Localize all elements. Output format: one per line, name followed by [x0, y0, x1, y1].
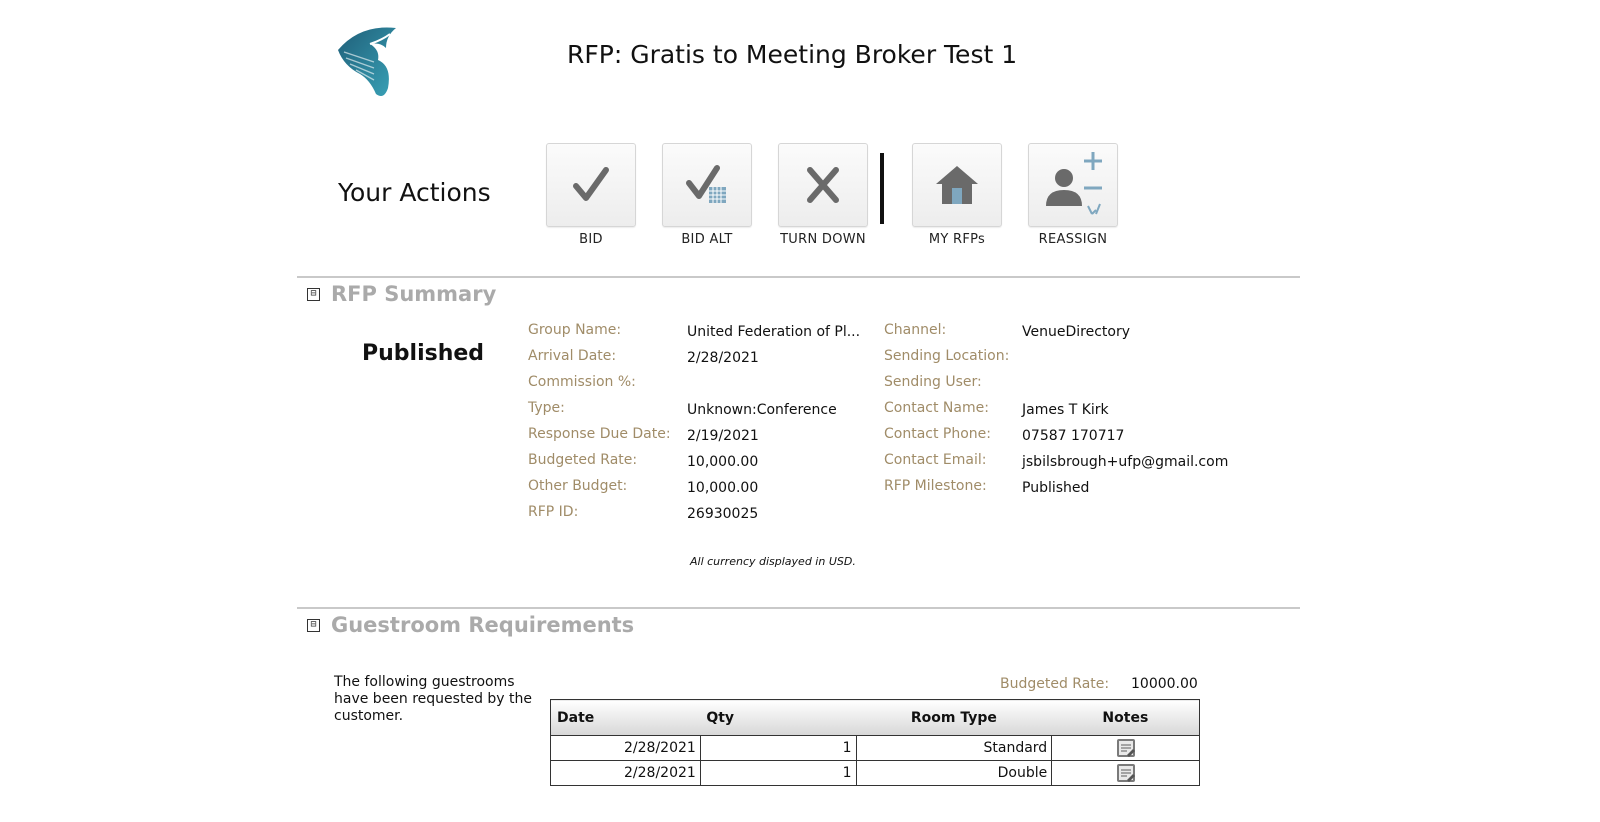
cell-date: 2/28/2021 [551, 761, 701, 786]
guestrooms-budget-value: 10000.00 [1131, 676, 1198, 692]
cell-date: 2/28/2021 [551, 736, 701, 761]
turn-down-action[interactable] [777, 143, 869, 247]
bid-alt-label[interactable]: BID ALT [681, 232, 733, 247]
field-label-channel: Channel: [884, 322, 947, 338]
rfp-status: Published [362, 341, 485, 366]
field-value-rfp-id: 26930025 [687, 506, 759, 522]
cell-qty: 1 [700, 761, 856, 786]
reassign-action[interactable] [1027, 143, 1119, 247]
cell-room-type: Standard [856, 736, 1052, 761]
field-value-budgeted-rate: 10,000.00 [687, 454, 759, 470]
bid-button[interactable] [546, 143, 636, 227]
currency-note: All currency displayed in USD. [690, 555, 856, 568]
field-value-channel: VenueDirectory [1022, 324, 1130, 340]
my-rfps-label[interactable]: MY RFPs [928, 232, 986, 247]
field-value-contact-email: jsbilsbrough+ufp@gmail.com [1022, 454, 1229, 470]
cell-notes [1052, 761, 1200, 786]
bid-alt-button[interactable] [662, 143, 752, 227]
field-label-contact-phone: Contact Phone: [884, 426, 992, 442]
field-label-type: Type: [528, 400, 565, 416]
guestrooms-description: The following guestrooms have been requested by the customer. [334, 674, 533, 724]
field-label-contact-email: Contact Email: [884, 452, 987, 468]
guestrooms-section-title: Guestroom Requirements [331, 613, 635, 637]
summary-divider [297, 276, 1300, 278]
actions-heading: Your Actions [338, 178, 491, 207]
column-header-notes: Notes [1052, 700, 1200, 736]
cell-notes [1052, 736, 1200, 761]
field-label-sending-user: Sending User: [884, 374, 982, 390]
x-icon [803, 165, 843, 205]
my-rfps-action[interactable] [911, 143, 1003, 247]
table-row [551, 736, 1200, 761]
guestrooms-budget-label: Budgeted Rate: [1000, 676, 1110, 692]
cell-room-type: Double [856, 761, 1052, 786]
field-value-contact-name: James T Kirk [1022, 402, 1109, 418]
user-plus-minus-icon [1038, 148, 1108, 222]
page-title: RFP: Gratis to Meeting Broker Test 1 [567, 40, 1018, 69]
field-label-rfp-milestone: RFP Milestone: [884, 478, 987, 494]
notes-icon[interactable] [1116, 763, 1136, 783]
bid-alt-action[interactable] [661, 143, 753, 247]
bid-action[interactable] [545, 143, 637, 247]
field-label-commission: Commission %: [528, 374, 636, 390]
field-label-budgeted-rate: Budgeted Rate: [528, 452, 638, 468]
actions-divider [880, 153, 884, 224]
field-value-contact-phone: 07587 170717 [1022, 428, 1125, 444]
company-logo [330, 22, 406, 98]
summary-section-title: RFP Summary [331, 282, 497, 306]
field-value-group-name: United Federation of Pl... [687, 324, 861, 340]
turn-down-button[interactable] [778, 143, 868, 227]
table-header-row [551, 700, 1200, 736]
check-calendar-icon [685, 163, 729, 207]
guestrooms-collapse-toggle[interactable]: ⊟ [307, 619, 320, 632]
field-value-rfp-milestone: Published [1022, 480, 1090, 496]
field-label-arrival-date: Arrival Date: [528, 348, 617, 364]
field-label-rfp-id: RFP ID: [528, 504, 579, 520]
notes-icon[interactable] [1116, 738, 1136, 758]
field-label-other-budget: Other Budget: [528, 478, 628, 494]
summary-collapse-toggle[interactable]: ⊟ [307, 288, 320, 301]
field-value-other-budget: 10,000.00 [687, 480, 759, 496]
check-icon [571, 165, 611, 205]
guestrooms-table [550, 699, 1200, 786]
cell-qty: 1 [700, 736, 856, 761]
home-icon [934, 164, 980, 206]
column-header-qty: Qty [700, 700, 856, 736]
bid-label[interactable]: BID [579, 232, 603, 247]
column-header-room-type: Room Type [856, 700, 1052, 736]
my-rfps-button[interactable] [912, 143, 1002, 227]
field-label-sending-location: Sending Location: [884, 348, 1010, 364]
field-label-group-name: Group Name: [528, 322, 622, 338]
field-value-response-due-date: 2/19/2021 [687, 428, 759, 444]
field-label-response-due-date: Response Due Date: [528, 426, 671, 442]
column-header-date: Date [551, 700, 701, 736]
table-row [551, 761, 1200, 786]
guestrooms-divider [297, 607, 1300, 609]
field-label-contact-name: Contact Name: [884, 400, 989, 416]
field-value-arrival-date: 2/28/2021 [687, 350, 759, 366]
turn-down-label[interactable]: TURN DOWN [780, 232, 866, 247]
field-value-type: Unknown:Conference [687, 402, 837, 418]
reassign-button[interactable] [1028, 143, 1118, 227]
reassign-label[interactable]: REASSIGN [1038, 232, 1108, 247]
